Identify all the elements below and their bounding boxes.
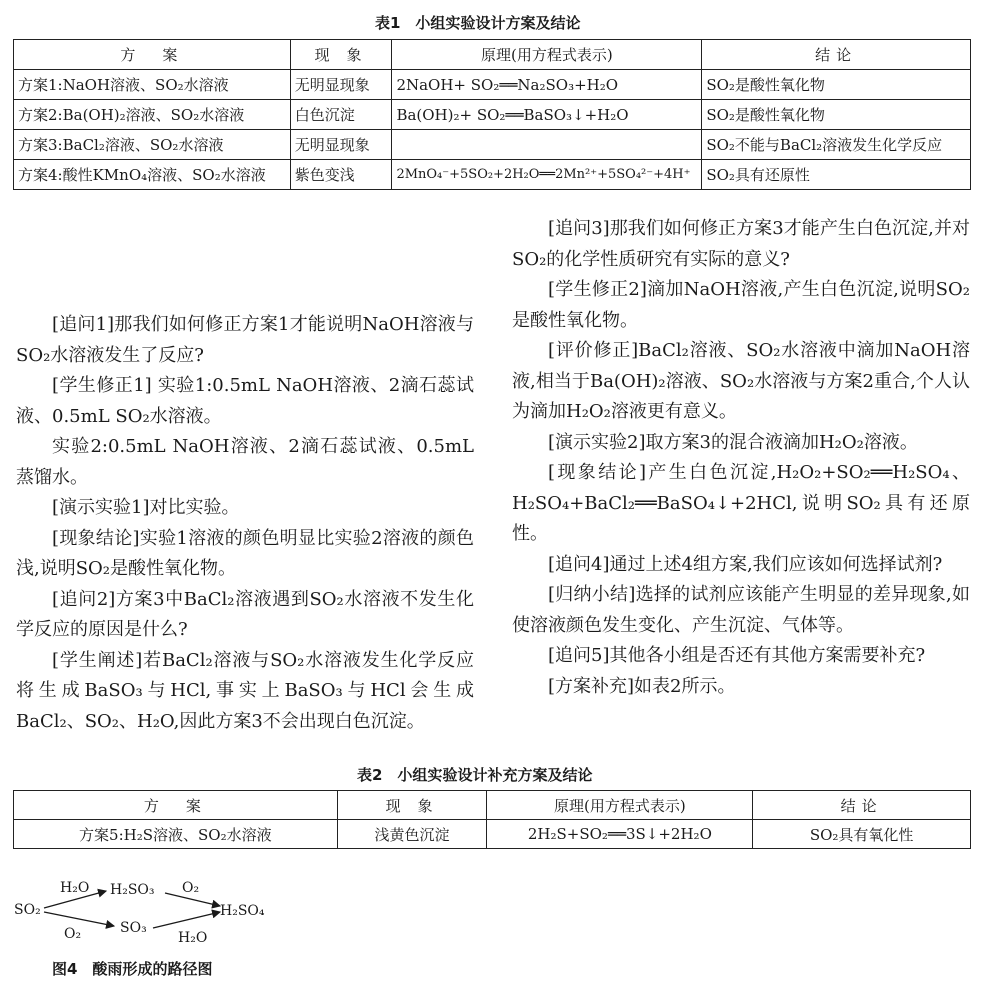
left-column	[16, 310, 474, 737]
table-cell: 无明显现象	[290, 130, 392, 160]
table-cell: 2H₂S+SO₂══3S↓+2H₂O	[487, 820, 753, 849]
paragraph: [追问3]那我们如何修正方案3才能产生白色沉淀,并对SO₂的化学性质研究有实际的意义?	[512, 218, 970, 270]
table-row	[14, 160, 971, 190]
table-cell: SO₂具有氧化性	[753, 820, 971, 849]
table-cell: Ba(OH)₂+ SO₂══BaSO₃↓+H₂O	[392, 100, 702, 130]
paragraph: [追问1]那我们如何修正方案1才能说明NaOH溶液与SO₂水溶液发生了反应?	[16, 314, 474, 366]
so2-label: SO₂	[14, 902, 41, 918]
table-cell: 无明显现象	[290, 70, 392, 100]
table-cell: 白色沉淀	[290, 100, 392, 130]
table-cell: 方案3:BaCl₂溶液、SO₂水溶液	[14, 130, 291, 160]
paragraph: [评价修正]BaCl₂溶液、SO₂水溶液中滴加NaOH溶液,相当于Ba(OH)₂溶液、SO₂水溶液与方案2重合,个人认为滴加H₂O₂溶液更有意义。	[512, 340, 970, 422]
table2-header-row	[14, 791, 971, 820]
table2-header-conclusion: 结论	[753, 791, 971, 820]
so3-label: SO₃	[120, 920, 147, 936]
table-cell: SO₂是酸性氧化物	[702, 70, 971, 100]
paragraph: [方案补充]如表2所示。	[548, 675, 736, 697]
table1-header-conclusion: 结论	[702, 40, 971, 70]
paragraph: [追问5]其他各小组是否还有其他方案需要补充?	[548, 645, 926, 666]
table-row	[14, 130, 971, 160]
table1-header-row	[14, 40, 971, 70]
o2-bottom-label: O₂	[64, 926, 82, 942]
paragraph: [演示实验1]对比实验。	[52, 497, 240, 518]
table-cell: 紫色变浅	[290, 160, 392, 190]
paragraph: [学生修正2]滴加NaOH溶液,产生白色沉淀,说明SO₂是酸性氧化物。	[512, 279, 970, 331]
table-cell: 方案5:H₂S溶液、SO₂水溶液	[14, 820, 338, 849]
table-row	[14, 820, 971, 849]
paragraph: [演示实验2]取方案3的混合液滴加H₂O₂溶液。	[548, 431, 918, 453]
h2so4-label: H₂SO₄	[220, 903, 265, 919]
table-cell: 方案1:NaOH溶液、SO₂水溶液	[14, 70, 291, 100]
table-cell: 2MnO₄⁻+5SO₂+2H₂O══2Mn²⁺+5SO₄²⁻+4H⁺	[392, 160, 702, 190]
table-cell: SO₂是酸性氧化物	[702, 100, 971, 130]
table1-header-plan: 方 案	[14, 40, 291, 70]
h2o-top-label: H₂O	[60, 880, 90, 896]
table1-header-principle: 原理(用方程式表示)	[392, 40, 702, 70]
paragraph: [学生阐述]若BaCl₂溶液与SO₂水溶液发生化学反应将生成BaSO₃与HCl,事实上BaSO₃与HCl会生成BaCl₂、SO₂、H₂O,因此方案3不会出现白色沉淀。	[16, 649, 474, 732]
arrow-so2-to-so3	[44, 912, 114, 926]
table-cell	[392, 130, 702, 160]
table2-caption: 表2 小组实验设计补充方案及结论	[357, 766, 593, 784]
table1	[13, 39, 971, 190]
table2-header-principle: 原理(用方程式表示)	[487, 791, 753, 820]
table-row	[14, 70, 971, 100]
paragraph: [现象结论]实验1溶液的颜色明显比实验2溶液的颜色浅,说明SO₂是酸性氧化物。	[16, 527, 474, 579]
table-cell: 2NaOH+ SO₂══Na₂SO₃+H₂O	[392, 70, 702, 100]
table2-header-phenomenon: 现 象	[337, 791, 487, 820]
paragraph: [学生修正1] 实验1:0.5mL NaOH溶液、2滴石蕊试液、0.5mL SO₂水溶液。	[16, 375, 474, 427]
table-cell: SO₂不能与BaCl₂溶液发生化学反应	[702, 130, 971, 160]
table-cell: 方案4:酸性KMnO₄溶液、SO₂水溶液	[14, 160, 291, 190]
table-cell: SO₂具有还原性	[702, 160, 971, 190]
table2-header-plan: 方 案	[14, 791, 338, 820]
table2	[13, 790, 971, 849]
table-row	[14, 100, 971, 130]
h2so3-label: H₂SO₃	[110, 882, 155, 898]
paragraph: [现象结论]产生白色沉淀,H₂O₂+SO₂══H₂SO₄、H₂SO₄+BaCl₂══BaSO₄↓+2HCl,说明SO₂具有还原性。	[512, 462, 970, 544]
paragraph: [归纳小结]选择的试剂应该能产生明显的差异现象,如使溶液颜色发生变化、产生沉淀、气体等。	[512, 584, 970, 636]
h2o-bottom-label: H₂O	[178, 930, 208, 946]
paragraph: [追问4]通过上述4组方案,我们应该如何选择试剂?	[548, 553, 943, 575]
right-column	[512, 214, 970, 702]
acid-rain-pathway-diagram	[10, 872, 280, 950]
o2-top-label: O₂	[182, 880, 200, 896]
table-cell: 浅黄色沉淀	[337, 820, 487, 849]
table-cell: 方案2:Ba(OH)₂溶液、SO₂水溶液	[14, 100, 291, 130]
table1-caption: 表1 小组实验设计方案及结论	[375, 14, 581, 32]
paragraph: 实验2:0.5mL NaOH溶液、2滴石蕊试液、0.5mL蒸馏水。	[16, 436, 474, 488]
paragraph: [追问2]方案3中BaCl₂溶液遇到SO₂水溶液不发生化学反应的原因是什么?	[16, 588, 474, 640]
table1-header-phenomenon: 现 象	[290, 40, 392, 70]
arrow-so3-to-h2so4	[153, 912, 220, 928]
figure4-caption: 图4 酸雨形成的路径图	[52, 960, 213, 978]
